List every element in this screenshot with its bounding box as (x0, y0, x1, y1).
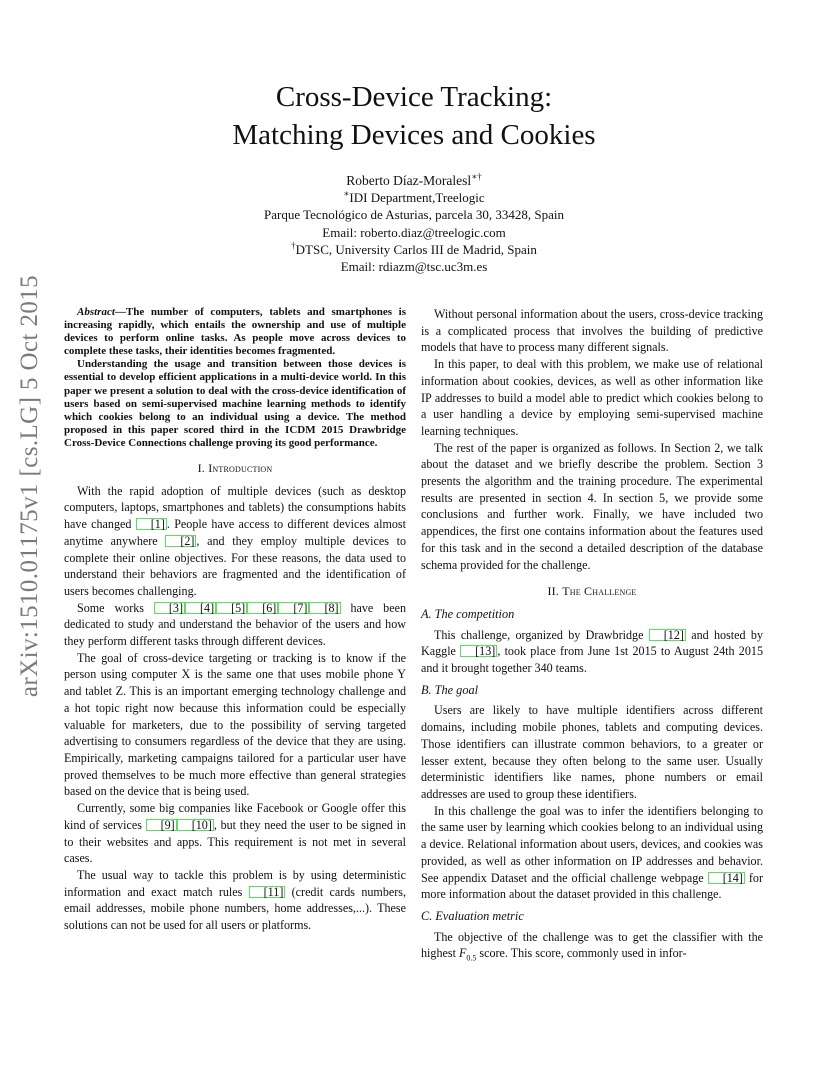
section-1-heading: I. Introduction (197, 461, 273, 476)
goal-para-2: In this challenge the goal was to infer the identifiers belonging to the same user by learning which cookies belong to an individual using a device. Relational information about users, devices, and cookies was provided, as well as other information on IP addresses and behavior. See appendix Dataset and the official challenge webpage [14] for more information about the dataset provided in this challenge. (421, 803, 763, 902)
citation-link[interactable]: [4] (185, 602, 216, 614)
intro-para-1: With the rapid adoption of multiple devices (such as desktop computers, laptops, smartphones and tablets) the consumptions habits have changed [1] . People have access to different devices almost anytime anywhere [2] , and they employ multiple devices to complete their online objectives. For these reasons, the data used to understand their behaviors are fragmented and the identification of users becomes challenging. (64, 483, 407, 598)
affiliation-1-address: Parque Tecnológico de Asturias, parcela 30, 33428, Spain (264, 207, 564, 223)
abstract-para-2: Understanding the usage and transition between those devices is essential to develop efficient applications in a multi-device world. In this paper we present a solution to deal with the cross-device identification of users based on semi-supervised machine learning methods to identify which cookies belong to an individual using a device. The method proposed in this paper scored third in the ICDM 2015 Drawbridge Cross-Device Connections challenge proving its good performance. (64, 358, 406, 449)
subsection-c-heading: C. Evaluation metric (421, 908, 524, 923)
affiliation-2-email: Email: rdiazm@tsc.uc3m.es (340, 259, 488, 275)
section-2-heading: II. The Challenge (547, 584, 637, 599)
abstract-para-1: Abstract—The number of computers, tablets and smartphones is increasing rapidly, which entails the ownership and use of multiple devices to perform online tasks. As people move across devices to complete these tasks, their identities becomes fragmented. (64, 306, 406, 358)
citation-link[interactable]: [8] (309, 602, 340, 614)
metric-para: The objective of the challenge was to get the classifier with the highest $F_{0.5}$ score. This score, commonly used in infor- (421, 929, 763, 963)
affiliation-1: ∗IDI Department,Treelogic (343, 188, 485, 206)
subsection-a-heading: A. The competition (421, 606, 515, 621)
left-column (64, 306, 406, 934)
arxiv-stamp-text: arXiv:1510.01175v1 [cs.LG] 5 Oct 2015 (16, 274, 43, 698)
right-para-2: In this paper, to deal with this problem, we make use of relational information about cookies, devices, as well as other information like IP addresses to build a model able to predict which cookies belong to a user handling a device by employing semi-supervised machine learning techniques. (421, 357, 763, 438)
title-line-1: Cross-Device Tracking: (275, 81, 553, 113)
author-block (100, 172, 728, 275)
affiliation-2: †DTSC, University Carlos III de Madrid, Spain (291, 240, 537, 257)
intro-para-3: The goal of cross-device targeting or tracking is to know if the person using computer X is the same one that uses mobile phone Y and tablet Z. This is an important emerging technology challenge and a hot topic right now because this information could be especially valuable for marketers, due to the possibility of serving targeted advertising to consumers regardless of the device that they are using. Empirically, marketing campaigns tailored for a particular user have proved themselves to be much more effective than general strategies based on the device that is being used. (64, 650, 406, 799)
goal-para-1: Users are likely to have multiple identifiers across different domains, including mobile phones, tablets and computing devices. Those identifiers can illustrate common behaviors, to a greater or lesser extent, because they often belong to the same user. Usually deterministic identifiers like names, phone numbers or email addresses are used to group these identifiers. (421, 703, 763, 801)
title-line-2: Matching Devices and Cookies (232, 119, 596, 151)
right-column (421, 306, 763, 967)
affiliation-1-email: Email: roberto.diaz@treelogic.com (322, 224, 506, 240)
abstract (64, 306, 406, 450)
competition-para: This challenge, organized by Drawbridge [12] and hosted by Kaggle [13] , took place from June 1st 2015 to August 24th 2015 and it brought together 340 teams. (421, 627, 763, 676)
citation-link[interactable]: [6] (247, 602, 278, 614)
intro-para-5: The usual way to tackle this problem is by using deterministic information and exact match rules [11] (credit cards numbers, email addresses, mobile phone numbers, home addresses,...). These solutions can not be used for all users or platforms. (64, 867, 406, 933)
subsection-b-heading: B. The goal (421, 682, 479, 697)
intro-para-4: Currently, some big companies like Facebook or Google offer this kind of services [9] [10] , but they need the user to be signed in to their websites and apps. This requirement is not met in several cases. (64, 801, 406, 866)
paper-title (100, 78, 728, 154)
citation-link[interactable]: [10] (177, 819, 214, 831)
citation-link[interactable]: [5] (216, 602, 247, 614)
citation-link[interactable]: [7] (278, 602, 309, 614)
abstract-label: Abstract (77, 306, 115, 318)
arxiv-stamp (10, 274, 50, 698)
right-para-1: Without personal information about the users, cross-device tracking is a complicated process that involves the building of predictive models that have to process many different signals. (421, 307, 763, 355)
citation-link[interactable]: [1] (136, 518, 167, 530)
author-name: Roberto Díaz-Moralesl∗† (346, 171, 482, 188)
citation-link[interactable]: [13] (460, 645, 497, 657)
right-para-3: The rest of the paper is organized as follows. In Section 2, we talk about the dataset and we briefly describe the problem. Section 3 presents the algorithm and the training procedure. The experimental results are presented in section 4. In section 5, we provide some conclusions and further work. Finally, we have included two appendices, the first one contains information about the features used for this task and in the second a detailed description of the database schema provided for the challenge. (421, 440, 763, 572)
citation-link[interactable]: [12] (649, 629, 686, 641)
citation-link[interactable]: [11] (249, 886, 286, 898)
citation-link[interactable]: [14] (708, 872, 745, 884)
f-score-symbol: $F_{0.5}$ (458, 946, 477, 963)
citation-link[interactable]: [2] (165, 535, 196, 547)
intro-para-2: Some works [3] [4] [5] [6] [7] [8] have been dedicated to study and understand the behavior of the users and how they perform different tasks through different devices. (64, 600, 406, 649)
citation-link[interactable]: [3] (154, 602, 185, 614)
citation-link[interactable]: [9] (146, 819, 177, 831)
